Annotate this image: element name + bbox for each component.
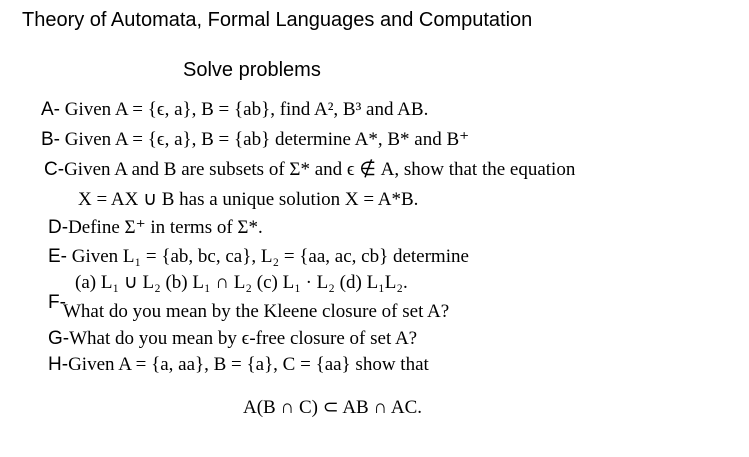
problem-label: D- — [48, 217, 69, 238]
problem-text: What do you mean by ϵ-free closure of set A? — [69, 328, 418, 349]
problem-h-continuation: A(B ∩ C) ⊂ AB ∩ AC. — [243, 397, 423, 418]
problem-e-continuation: (a) L₁ ∪ L₂ (b) L₁ ∩ L₂ (c) L₁ · L₂ (d) L₁L₂. — [75, 272, 408, 293]
problem-text: Given A = {a, aa}, B = {a}, C = {aa} show that — [68, 354, 429, 375]
problem-g — [48, 328, 417, 350]
problem-text: Given L₁ = {ab, bc, ca}, L₂ = {aa, ac, cb} determine — [71, 246, 469, 267]
problem-label: A- — [41, 99, 60, 120]
problem-e — [48, 246, 469, 268]
document-subtitle: Solve problems — [183, 59, 321, 81]
problem-b — [41, 129, 469, 151]
problem-c-continuation: X = AX ∪ B has a unique solution X = A*B. — [78, 189, 419, 210]
problem-label: H- — [48, 354, 69, 375]
problem-text: Given A and B are subsets of Σ* and ϵ ∉ A, show that the equation — [64, 159, 576, 180]
problem-text: Define Σ⁺ in terms of Σ*. — [68, 217, 263, 238]
problem-label: G- — [48, 328, 70, 349]
problem-text: Given A = {ϵ, a}, B = {ab} determine A*, B* and B⁺ — [64, 129, 470, 150]
problem-f-label: F- — [48, 292, 66, 313]
problem-label: C- — [44, 159, 65, 180]
problem-h — [48, 354, 429, 376]
problem-d — [48, 217, 263, 239]
document-title: Theory of Automata, Formal Languages and Computation — [22, 9, 533, 31]
problem-label: B- — [41, 129, 60, 150]
problem-a — [41, 99, 428, 121]
problem-label: E- — [48, 246, 67, 267]
problem-text: Given A = {ϵ, a}, B = {ab}, find A², B³ and AB. — [64, 99, 429, 120]
problem-f-text: What do you mean by the Kleene closure of set A? — [63, 301, 450, 322]
problem-c — [44, 159, 575, 181]
